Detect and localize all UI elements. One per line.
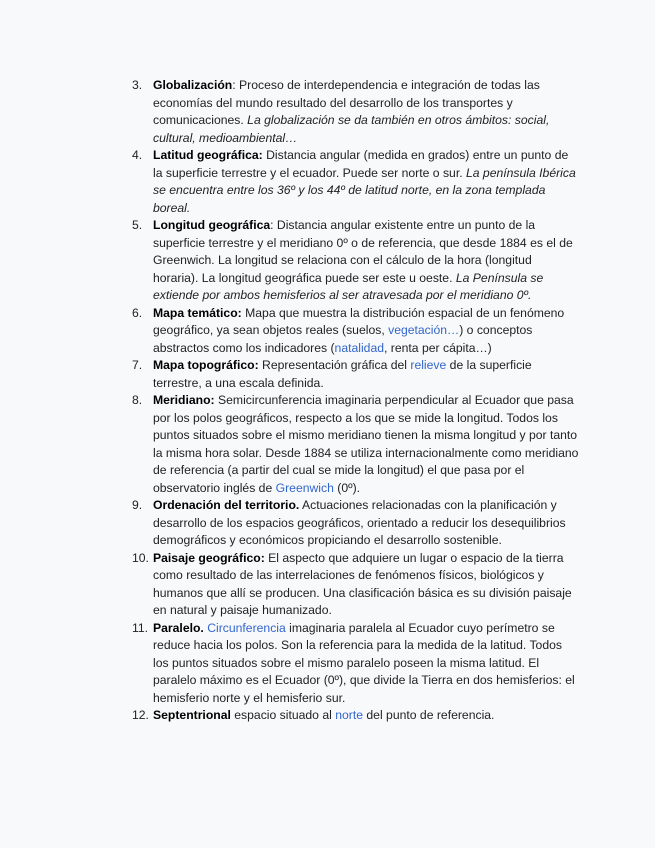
glossary-term: Mapa topográfico: <box>153 358 259 372</box>
definition-text: , renta per cápita…) <box>384 340 492 355</box>
list-item <box>132 77 580 147</box>
definition-text: : Distancia angular existente entre un punto de la superficie terrestre y el meridiano 0º o de referencia, que desde 1884 es el de Greenwich. La longitud se relaciona con el cálculo de la hora (longitud horaria). La longitud geográfica puede ser este u oeste. <box>153 218 573 285</box>
glossary-term: Globalización <box>153 78 233 92</box>
example-text: La Península se extiende por ambos hemisferios al ser atravesada por el meridiano 0º. <box>153 270 544 302</box>
list-item-text <box>153 77 580 147</box>
list-item-text <box>153 392 580 497</box>
list-item <box>132 147 580 217</box>
list-item <box>132 620 580 708</box>
definition-text: de la superficie terrestre, a una escala definida. <box>153 358 532 390</box>
definition-text: : Proceso de interdependencia e integración de todas las economías del mundo resultado del desarrollo de los transportes y comunicaciones. <box>153 78 540 127</box>
list-item <box>132 357 580 392</box>
list-item-number: 12. <box>132 708 149 722</box>
link-vegetacion[interactable]: vegetación… <box>388 323 460 337</box>
glossary-term: Ordenación del territorio. <box>153 498 300 512</box>
list-item <box>132 707 580 725</box>
definition-text: Mapa que muestra la distribución espacial de un fenómeno geográfico, ya sean objetos reales (suelos, <box>153 305 565 337</box>
list-item-text <box>153 550 580 620</box>
glossary-term: Paisaje geográfico: <box>153 550 265 565</box>
list-item <box>132 550 580 620</box>
list-item-number: 8. <box>132 393 143 407</box>
list-item-text <box>153 305 580 358</box>
definition-text: ) o conceptos abstractos como los indicadores ( <box>153 323 533 355</box>
list-item <box>132 305 580 358</box>
glossary-term: Mapa temático: <box>153 305 242 320</box>
list-item-number: 3. <box>132 78 143 92</box>
definition-text: Actuaciones relacionadas con la planificación y desarrollo de los espacios geográficos, orientado a reducir los desequilibrios demográficos y económicos propiciando el desarrollo sostenible. <box>153 498 566 547</box>
glossary-list <box>132 77 580 725</box>
link-norte[interactable]: norte <box>335 708 363 722</box>
example-text: La península Ibérica se encuentra entre los 36º y los 44º de latitud norte, en la zona templada boreal. <box>153 165 576 215</box>
glossary-term: Latitud geográfica: <box>153 148 263 162</box>
list-item-text <box>153 707 580 725</box>
link-greenwich[interactable]: Greenwich <box>275 480 334 495</box>
list-item <box>132 497 580 550</box>
definition-text: Semicircunferencia imaginaria perpendicular al Ecuador que pasa por los polos geográficos, respecto a los que se mide la longitud. Todos los puntos situados sobre el mismo meridiano tienen la misma longitud y por tanto la misma hora solar. Desde 1884 se utiliza internacionalmente como meridiano de referencia (a partir del cual se mide la longitud) el que pasa por el observatorio inglés de <box>153 393 579 495</box>
list-item-number: 10. <box>132 550 149 565</box>
list-item <box>132 392 580 497</box>
definition-text: imaginaria paralela al Ecuador cuyo perímetro se reduce hacia los polos. Son la referencia para la medida de la latitud. Todos los puntos situados sobre el mismo paralelo poseen la misma latitud. El paralelo máximo es el Ecuador (0º), que divide la Tierra en dos hemisferios: el hemisferio norte y el hemisferio sur. <box>153 620 575 705</box>
definition-text: El aspecto que adquiere un lugar o espacio de la tierra como resultado de las interrelaciones de fenómenos físicos, biológicos y humanos que allí se producen. Una clasificación básica es su división paisaje en natural y paisaje humanizado. <box>153 550 572 617</box>
glossary-term: Longitud geográfica <box>153 218 271 232</box>
example-text: La globalización se da también en otros ámbitos: social, cultural, medioambiental… <box>153 113 550 145</box>
list-item-number: 4. <box>132 148 143 162</box>
list-item-number: 11. <box>132 620 149 635</box>
definition-text: (0º). <box>333 480 361 495</box>
definition-text: Distancia angular (medida en grados) entre un punto de la superficie terrestre y el ecuador. Puede ser norte o sur. <box>153 148 569 180</box>
glossary-term: Septentrional <box>153 708 231 722</box>
definition-text: Representación gráfica del <box>258 358 411 372</box>
link-relieve[interactable]: relieve <box>410 358 447 372</box>
list-item-number: 9. <box>132 498 143 512</box>
list-item-text <box>153 497 580 550</box>
definition-text: del punto de referencia. <box>363 708 495 722</box>
list-item-text <box>153 620 580 708</box>
list-item <box>132 217 580 305</box>
list-item-number: 7. <box>132 358 143 372</box>
list-item-number: 5. <box>132 218 143 232</box>
link-circunferencia[interactable]: Circunferencia <box>207 620 286 635</box>
glossary-term: Paralelo. <box>153 620 204 635</box>
definition-text: espacio situado al <box>230 708 336 722</box>
list-item-text <box>153 147 580 217</box>
list-item-text <box>153 357 580 392</box>
glossary-term: Meridiano: <box>153 393 215 407</box>
link-natalidad[interactable]: natalidad <box>334 340 385 355</box>
list-item-text <box>153 217 580 305</box>
list-item-number: 6. <box>132 305 143 320</box>
